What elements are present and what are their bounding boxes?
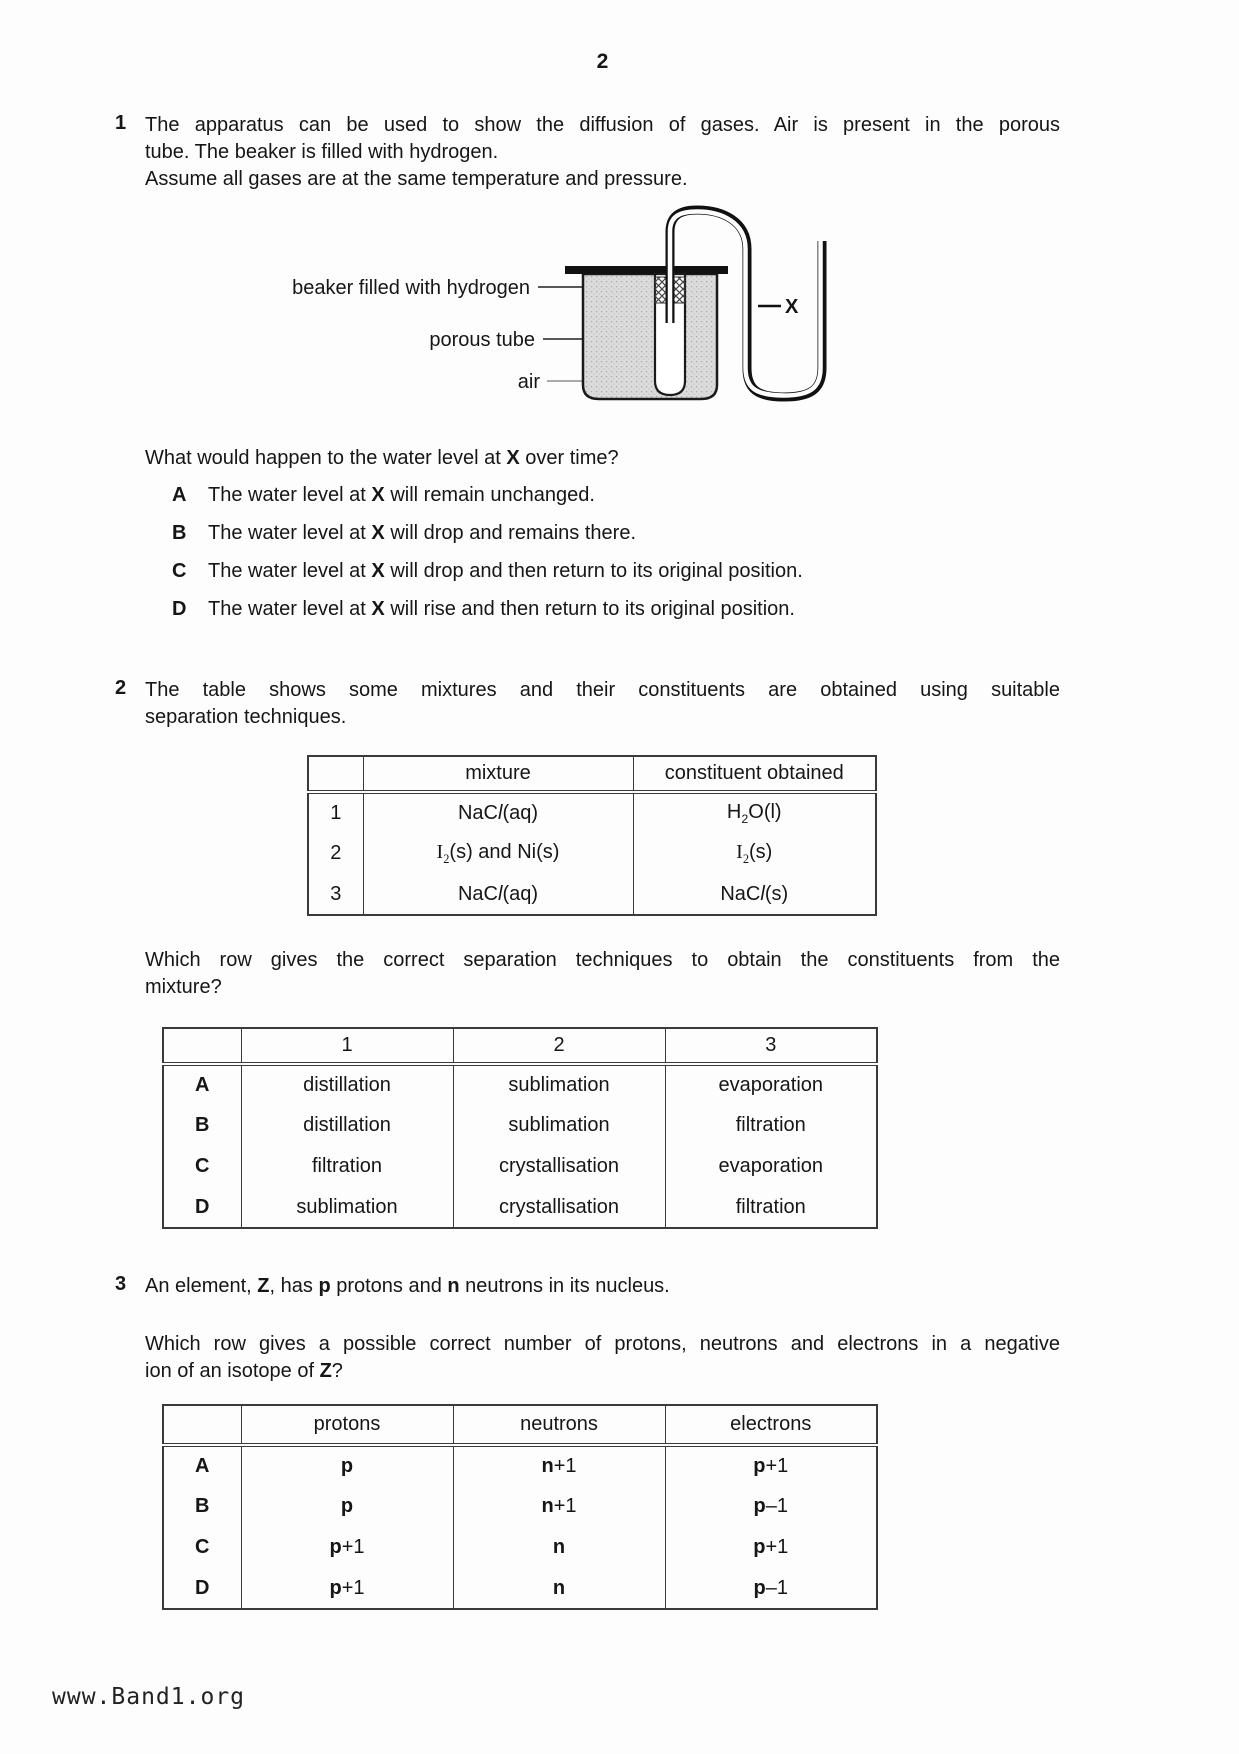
option-letter-cell: D	[163, 1187, 241, 1228]
table-header-cell: protons	[241, 1405, 453, 1445]
question-2-number: 2	[115, 677, 127, 699]
option-text: The water level at X will drop and remains there.	[208, 522, 636, 544]
option-letter-cell: D	[163, 1568, 241, 1609]
beaker-rim	[565, 266, 728, 274]
technique-cell: filtration	[665, 1187, 877, 1228]
protons-cell: p	[241, 1445, 453, 1486]
table-header-cell: constituent obtained	[633, 756, 876, 792]
table-row	[163, 1187, 877, 1228]
table-row	[163, 1568, 877, 1609]
option-letter-cell: A	[163, 1445, 241, 1486]
option-row-a	[172, 484, 1072, 522]
option-letter: C	[172, 560, 187, 582]
table-row	[163, 1445, 877, 1486]
q2-question-line2: mixture?	[145, 976, 222, 998]
beaker-shape	[583, 274, 717, 399]
table-row	[308, 874, 876, 915]
question-1-text-line2: tube. The beaker is filled with hydrogen.	[145, 141, 499, 163]
option-text: The water level at X will drop and then return to its original position.	[208, 560, 803, 582]
q1-question-text: What would happen to the water level at X over time?	[145, 447, 619, 469]
technique-cell: evaporation	[665, 1064, 877, 1105]
option-letter-cell: A	[163, 1064, 241, 1105]
table-row	[308, 833, 876, 874]
option-letter-cell: B	[163, 1486, 241, 1527]
question-3-text: An element, Z, has p protons and n neutrons in its nucleus.	[145, 1275, 670, 1297]
technique-cell: sublimation	[241, 1187, 453, 1228]
question-3-number: 3	[115, 1273, 127, 1295]
option-letter: A	[172, 484, 187, 506]
q1-options	[172, 484, 1072, 636]
diagram-label-porous-tube: porous tube	[429, 329, 535, 351]
constituent-cell: NaCl(s)	[633, 874, 876, 915]
constituent-cell: $I_2(s)$	[633, 833, 876, 874]
question-2-text-line1: The table shows some mixtures and their constituents are obtained using suitable	[145, 679, 1060, 701]
q3-question-line2: ion of an isotope of Z?	[145, 1360, 343, 1382]
electrons-cell: p+1	[665, 1527, 877, 1568]
option-letter-cell: C	[163, 1527, 241, 1568]
table-header-cell	[163, 1028, 241, 1064]
page-number: 2	[596, 50, 609, 73]
technique-cell: distillation	[241, 1064, 453, 1105]
neutrons-cell: n	[453, 1568, 665, 1609]
technique-cell: crystallisation	[453, 1146, 665, 1187]
mixture-cell: NaCl(aq)	[363, 792, 633, 833]
table-row	[163, 1146, 877, 1187]
table-row	[163, 1527, 877, 1568]
mixture-cell: NaCl(aq)	[363, 874, 633, 915]
question-1-text-line1: The apparatus can be used to show the diffusion of gases. Air is present in the porous	[145, 114, 1060, 136]
neutrons-cell: n+1	[453, 1486, 665, 1527]
diagram-label-beaker: beaker filled with hydrogen	[292, 277, 530, 299]
option-text: The water level at X will rise and then return to its original position.	[208, 598, 795, 620]
table-header-cell: neutrons	[453, 1405, 665, 1445]
apparatus-diagram	[200, 205, 850, 420]
technique-cell: distillation	[241, 1105, 453, 1146]
option-letter: B	[172, 522, 187, 544]
q2-question-line1: Which row gives the correct separation techniques to obtain the constituents from the	[145, 949, 1060, 971]
option-letter: D	[172, 598, 187, 620]
table-header-cell	[163, 1405, 241, 1445]
electrons-cell: p–1	[665, 1486, 877, 1527]
q3-question-text	[145, 1331, 1060, 1385]
technique-cell: evaporation	[665, 1146, 877, 1187]
row-number-cell: 3	[308, 874, 363, 915]
technique-cell: sublimation	[453, 1064, 665, 1105]
technique-cell: sublimation	[453, 1105, 665, 1146]
neutrons-cell: n+1	[453, 1445, 665, 1486]
technique-cell: filtration	[241, 1146, 453, 1187]
ion-composition-table	[162, 1404, 878, 1610]
constituent-cell: $H_2O(l)$	[633, 792, 876, 833]
table-header-cell: 3	[665, 1028, 877, 1064]
table-header-cell: 2	[453, 1028, 665, 1064]
row-number-cell: 2	[308, 833, 363, 874]
protons-cell: p	[241, 1486, 453, 1527]
diagram-label-x: X	[785, 296, 799, 318]
mixture-cell: $I_2(s)$ and Ni(s)	[363, 833, 633, 874]
table-header-cell	[308, 756, 363, 792]
diagram-label-air: air	[517, 371, 540, 393]
table-row	[163, 1064, 877, 1105]
separation-techniques-table	[162, 1027, 878, 1229]
question-1	[115, 112, 1075, 193]
table-header-cell: electrons	[665, 1405, 877, 1445]
mixtures-table	[307, 755, 877, 916]
option-row-d	[172, 598, 1072, 636]
option-row-c	[172, 560, 1072, 598]
footer-url: www.Band1.org	[52, 1684, 246, 1710]
option-row-b	[172, 522, 1072, 560]
question-1-text-line3: Assume all gases are at the same temperature and pressure.	[145, 168, 688, 190]
q3-question-line1: Which row gives a possible correct number of protons, neutrons and electrons in a negative	[145, 1333, 1060, 1355]
technique-cell: filtration	[665, 1105, 877, 1146]
protons-cell: p+1	[241, 1527, 453, 1568]
table-row	[308, 792, 876, 833]
table-header-cell: 1	[241, 1028, 453, 1064]
question-3	[115, 1273, 1075, 1300]
table-header-cell: mixture	[363, 756, 633, 792]
protons-cell: p+1	[241, 1568, 453, 1609]
question-2	[115, 677, 1075, 731]
question-1-number: 1	[115, 112, 127, 134]
row-number-cell: 1	[308, 792, 363, 833]
electrons-cell: p+1	[665, 1445, 877, 1486]
table-row	[163, 1105, 877, 1146]
neutrons-cell: n	[453, 1527, 665, 1568]
q2-question-text	[145, 947, 1060, 1001]
option-text: The water level at X will remain unchanged.	[208, 484, 595, 506]
option-letter-cell: B	[163, 1105, 241, 1146]
question-2-text-line2: separation techniques.	[145, 706, 347, 728]
technique-cell: crystallisation	[453, 1187, 665, 1228]
option-letter-cell: C	[163, 1146, 241, 1187]
table-row	[163, 1486, 877, 1527]
electrons-cell: p–1	[665, 1568, 877, 1609]
